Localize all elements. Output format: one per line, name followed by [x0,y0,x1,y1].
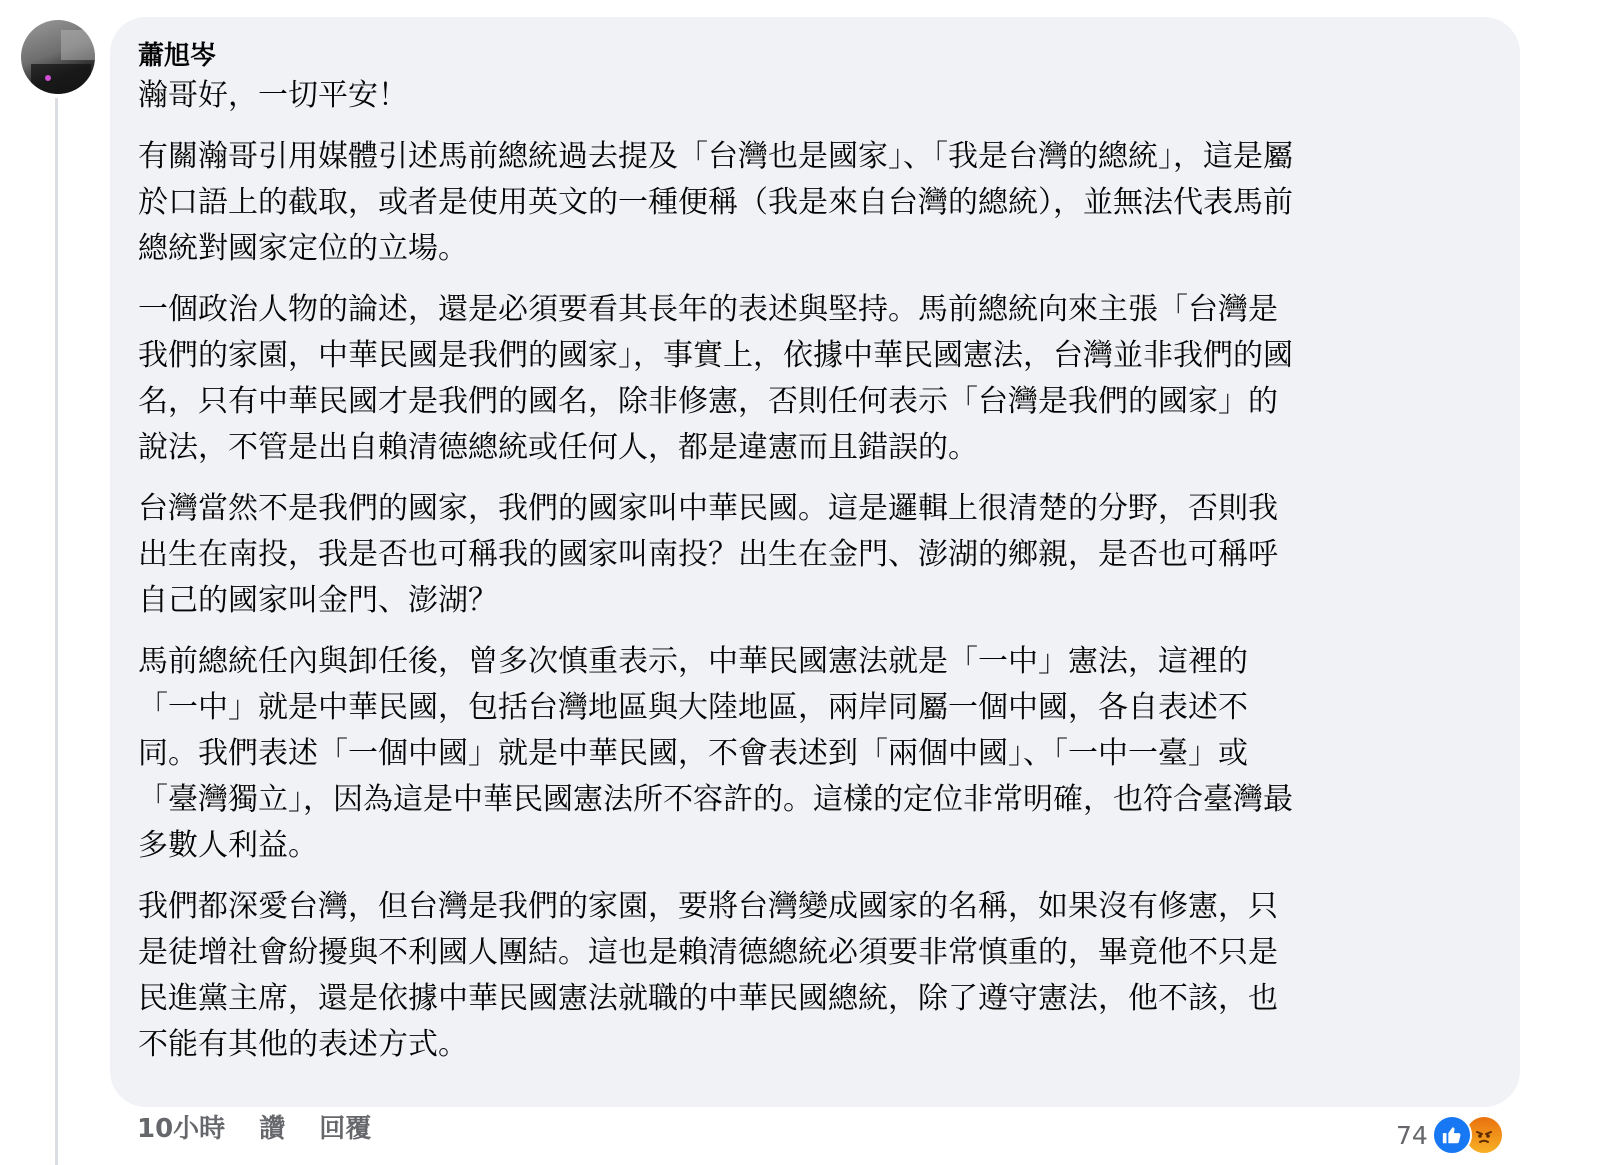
comment-body [138,134,1492,1068]
comment-line: 多數人利益。 [138,828,318,863]
comment-paragraph [138,134,1492,272]
comment-line: 馬前總統任內與卸任後，曾多次慎重表示，中華民國憲法就是「一中」憲法，這裡的 [138,644,1248,679]
comment-line: 台灣當然不是我們的國家，我們的國家叫中華民國。這是邏輯上很清楚的分野，否則我 [138,491,1278,526]
comment-line: 於口語上的截取，或者是使用英文的一種便稱（我是來自台灣的總統），並無法代表馬前 [138,185,1293,220]
comment-line: 民進黨主席，還是依據中華民國憲法就職的中華民國總統，除了遵守憲法，他不該，也 [138,981,1278,1016]
comment-paragraph [138,486,1492,624]
comment-paragraph [138,639,1492,869]
comment-greeting: 瀚哥好，一切平安！ [138,78,408,113]
comment-line: 是徒增社會紛擾與不利國人團結。這也是賴清德總統必須要非常慎重的，畢竟他不只是 [138,935,1278,970]
like-button[interactable]: 讚 [259,1114,286,1144]
comment-actions [137,1112,371,1146]
reaction-count: 74 [1396,1120,1428,1150]
comment-line: 我們的家園，中華民國是我們的國家」，事實上，依據中華民國憲法，台灣並非我們的國 [138,338,1293,373]
comment-paragraph [138,287,1492,471]
comment-line: 一個政治人物的論述，還是必須要看其長年的表述與堅持。馬前總統向來主張「台灣是 [138,292,1278,327]
comment-bubble [110,17,1520,1107]
avatar[interactable] [21,20,95,94]
comment-line: 我們都深愛台灣，但台灣是我們的家園，要將台灣變成國家的名稱，如果沒有修憲，只 [138,889,1278,924]
thread-line [55,98,58,1165]
comment-line: 同。我們表述「一個中國」就是中華民國，不會表述到「兩個中國」、「一中一臺」或 [138,736,1248,771]
comment-author[interactable]: 蕭旭岑 [138,41,217,71]
reply-button[interactable]: 回覆 [319,1114,372,1144]
comment-paragraph [138,884,1492,1068]
comment-line: 「臺灣獨立」，因為這是中華民國憲法所不容許的。這樣的定位非常明確，也符合臺灣最 [138,782,1293,817]
comment-line: 名，只有中華民國才是我們的國名，除非修憲，否則任何表示「台灣是我們的國家」的 [138,384,1278,419]
reaction-summary[interactable] [1396,1115,1504,1155]
comment-line: 說法，不管是出自賴清德總統或任何人，都是違憲而且錯誤的。 [138,430,978,465]
timestamp-link[interactable]: 10小時 [137,1114,226,1144]
avatar-image [21,20,95,94]
comment-line: 有關瀚哥引用媒體引述馬前總統過去提及「台灣也是國家」、「我是台灣的總統」，這是屬 [138,139,1293,174]
comment-line: 出生在南投，我是否也可稱我的國家叫南投？出生在金門、澎湖的鄉親，是否也可稱呼 [138,537,1278,572]
like-icon [1432,1115,1472,1155]
comment-line: 總統對國家定位的立場。 [138,231,468,266]
comment-line: 「一中」就是中華民國，包括台灣地區與大陸地區，兩岸同屬一個中國，各自表述不 [138,690,1248,725]
comment-line: 不能有其他的表述方式。 [138,1027,468,1062]
comment-line: 自己的國家叫金門、澎湖？ [138,583,498,618]
